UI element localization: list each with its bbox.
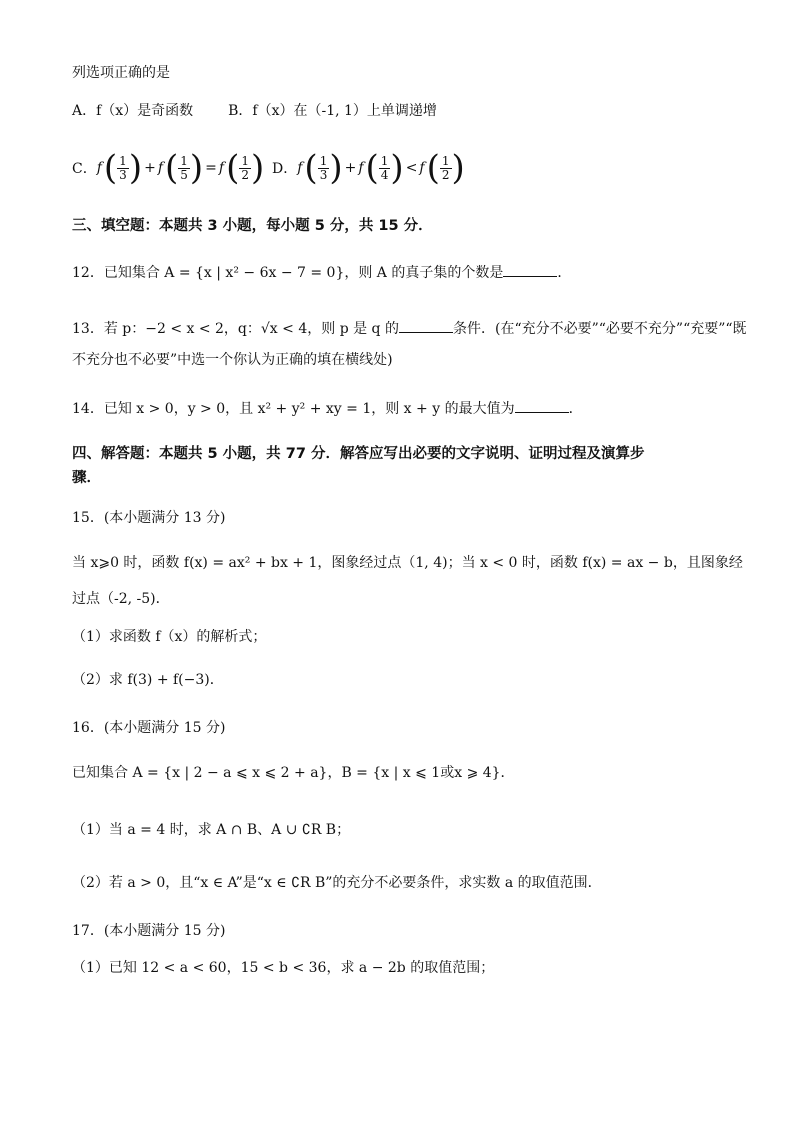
option-c-label: C．	[72, 161, 97, 177]
question-17-part-1: （1）已知 12 < a < 60，15 < b < 36，求 a − 2b 的取值范围；	[72, 960, 495, 976]
fraction: $\frac{1}{3}$	[119, 153, 127, 182]
fraction: $\frac{1}{5}$	[180, 153, 188, 182]
question-16-part-2: （2）若 a > 0，且“x ∈ A”是“x ∈ ∁R B”的充分不必要条件，求实数 a 的取值范围．	[72, 875, 602, 891]
fraction: $\frac{1}{2}$	[441, 153, 450, 182]
option-d	[272, 146, 465, 190]
section-heading-answers-cont: 骤．	[72, 470, 101, 486]
option-a-b	[72, 101, 728, 121]
intro-line: 列选项正确的是	[72, 65, 170, 81]
answer-blank[interactable]	[515, 398, 569, 413]
option-d-expr: f ( $\frac{1}{3}$ ) + f ( $\frac{1}{4}$ ) < f ( $\frac{1}{2}$ )	[297, 148, 465, 188]
question-16-stem: 已知集合 A = {x | 2 − a ⩽ x ⩽ 2 + a}，B = {x | x ⩽ 1或x ⩾ 4}．	[72, 765, 515, 781]
question-14: 14．已知 x > 0，y > 0，且 x² + y² + xy = 1，则 x + y 的最大值为 ．	[72, 398, 728, 419]
question-16-header: 16．(本小题满分 15 分)	[72, 720, 226, 736]
fraction: $\frac{1}{2}$	[241, 153, 249, 182]
question-15-stem-2: 过点（-2, -5)．	[72, 591, 170, 607]
option-b: B．f（x）在（-1, 1）上单调递增	[228, 103, 437, 119]
fraction: $\frac{1}{4}$	[380, 153, 389, 182]
answer-blank[interactable]	[399, 318, 453, 333]
question-15-stem-1: 当 x⩾0 时，函数 f(x) = ax² + bx + 1，图象经过点（1, 4)；当 x < 0 时，函数 f(x) = ax − b，且图象经	[72, 555, 743, 571]
fraction: $\frac{1}{3}$	[319, 153, 328, 182]
question-15-part-2: （2）求 f(3) + f(−3)．	[72, 672, 224, 688]
option-c	[72, 146, 264, 190]
question-17-header: 17．(本小题满分 15 分)	[72, 923, 226, 939]
answer-blank[interactable]	[503, 262, 557, 277]
question-13-line1: 13．若 p：−2 < x < 2，q：√x < 4，则 p 是 q 的 条件．(在“充分不必要”“必要不充分”“充要”“既	[72, 318, 728, 339]
section-heading-fill-in: 三、填空题：本题共 3 小题，每小题 5 分，共 15 分．	[72, 218, 433, 234]
question-15-part-1: （1）求函数 f（x）的解析式；	[72, 629, 267, 645]
question-15-header: 15．(本小题满分 13 分)	[72, 510, 226, 526]
section-heading-answers: 四、解答题：本题共 5 小题，共 77 分．解答应写出必要的文字说明、证明过程及演算步	[72, 446, 645, 462]
option-c-expr: f ( $\frac{1}{3}$ ) + f ( $\frac{1}{5}$ ) = f ( $\frac{1}{2}$ )	[96, 148, 265, 188]
option-a: A．f（x）是奇函数	[72, 103, 194, 119]
question-12: 12．已知集合 A = {x | x² − 6x − 7 = 0}，则 A 的真子集的个数是 ．	[72, 262, 728, 283]
option-d-label: D．	[272, 161, 298, 177]
question-13-line2: 不充分也不必要”中选一个你认为正确的填在横线处)	[72, 352, 393, 368]
question-16-part-1: （1）当 a = 4 时，求 A ∩ B、A ∪ ∁R B；	[72, 822, 351, 838]
